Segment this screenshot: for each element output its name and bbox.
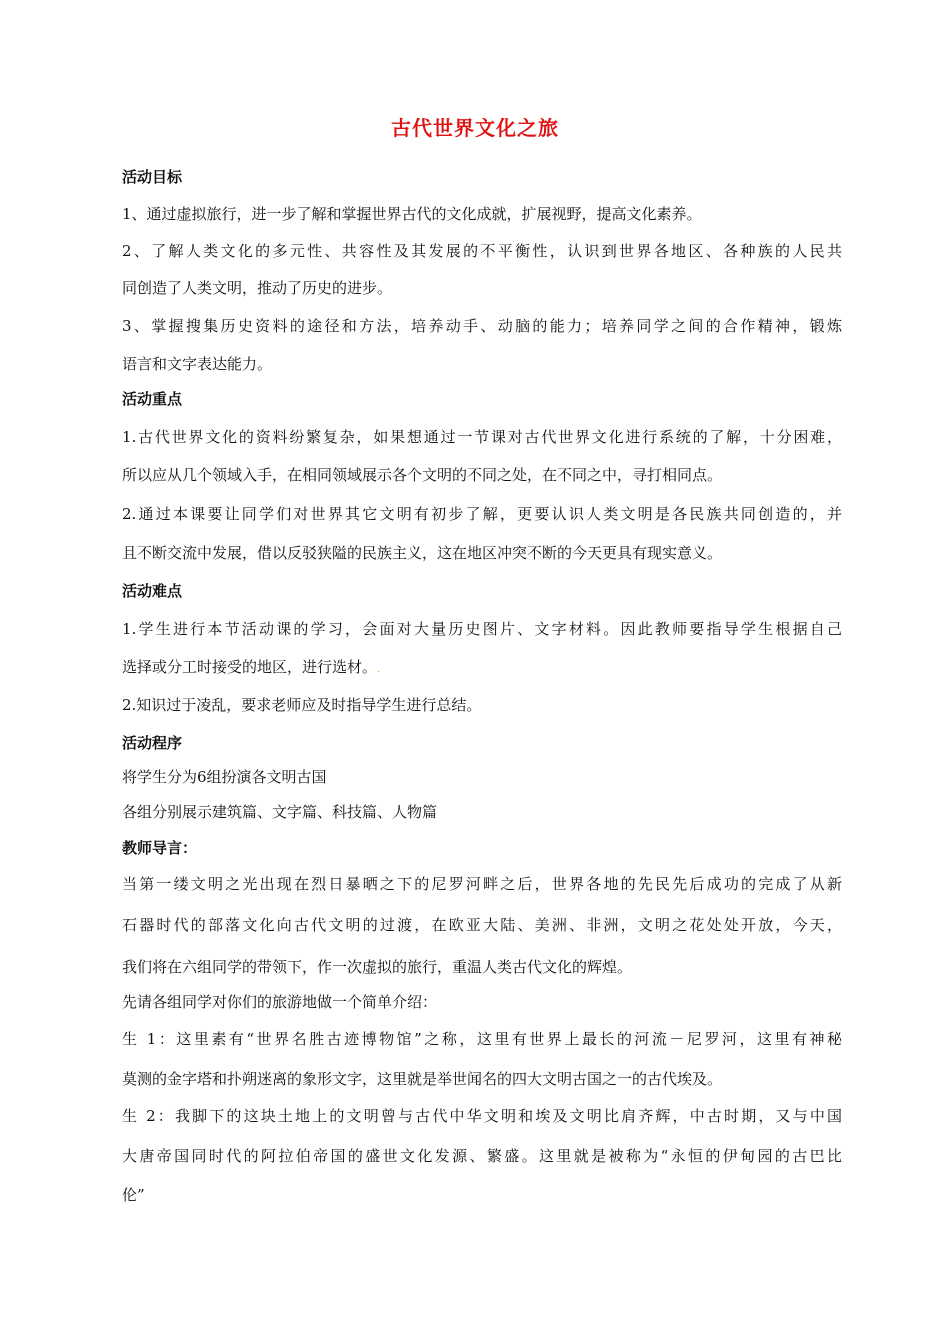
paragraph-line: 大唐帝国同时代的阿拉伯帝国的盛世文化发源、繁盛。这里就是被称为“永恒的伊甸园的古巴比 bbox=[122, 1147, 842, 1165]
section-heading-difficulties: 活动难点 bbox=[122, 582, 183, 600]
paragraph-line: 先请各组同学对你们的旅游地做一个简单介绍： bbox=[122, 993, 438, 1011]
paragraph-line: 3、掌握搜集历史资料的途径和方法，培养动手、动脑的能力；培养同学之间的合作精神，锻炼 bbox=[122, 317, 842, 335]
paragraph-line: 伦” bbox=[122, 1186, 145, 1204]
section-heading-key-points: 活动重点 bbox=[122, 390, 183, 408]
paragraph-line: 2、了解人类文化的多元性、共容性及其发展的不平衡性，认识到世界各地区、各种族的人民共 bbox=[122, 242, 842, 260]
paragraph-line: 1.古代世界文化的资料纷繁复杂，如果想通过一节课对古代世界文化进行系统的了解，十分困难， bbox=[122, 428, 842, 446]
section-heading-goals: 活动目标 bbox=[122, 168, 183, 186]
paragraph-line: 生 2：我脚下的这块土地上的文明曾与古代中华文明和埃及文明比肩齐辉，中古时期，又与中国 bbox=[122, 1107, 842, 1125]
paragraph-line bbox=[122, 656, 842, 677]
paragraph-text: 选择或分工时接受的地区，进行选材。 bbox=[122, 658, 378, 676]
paragraph-line: 2.知识过于凌乱，要求老师应及时指导学生进行总结。 bbox=[122, 696, 482, 714]
document-title: 古代世界文化之旅 bbox=[391, 116, 559, 140]
paragraph-line: 2.通过本课要让同学们对世界其它文明有初步了解，更要认识人类文明是各民族共同创造的，并 bbox=[122, 505, 842, 523]
paragraph-line: 各组分别展示建筑篇、文字篇、科技篇、人物篇 bbox=[122, 803, 438, 821]
paragraph-line: 且不断交流中发展，借以反驳狭隘的民族主义，这在地区冲突不断的今天更具有现实意义。 bbox=[122, 544, 723, 562]
paragraph-line: 将学生分为6组扮演各文明古国 bbox=[122, 768, 327, 786]
paragraph-line: 1.学生进行本节活动课的学习，会面对大量历史图片、文字材料。因此教师要指导学生根据自己 bbox=[122, 620, 842, 638]
paragraph-line: 我们将在六组同学的带领下，作一次虚拟的旅行，重温人类古代文化的辉煌。 bbox=[122, 958, 633, 976]
section-heading-procedure: 活动程序 bbox=[122, 734, 183, 752]
section-heading-intro: 教师导言： bbox=[122, 839, 198, 857]
paragraph-line: 1、通过虚拟旅行，进一步了解和掌握世界古代的文化成就，扩展视野，提高文化素养。 bbox=[122, 205, 702, 223]
paragraph-line: 当第一缕文明之光出现在烈日暴晒之下的尼罗河畔之后，世界各地的先民先后成功的完成了从新 bbox=[122, 875, 842, 893]
stray-mark: . bbox=[377, 664, 381, 675]
paragraph-line: 同创造了人类文明，推动了历史的进步。 bbox=[122, 279, 393, 297]
paragraph-line: 语言和文字表达能力。 bbox=[122, 355, 273, 373]
paragraph-line: 生 1：这里素有“世界名胜古迹博物馆”之称，这里有世界上最长的河流－尼罗河，这里有神秘 bbox=[122, 1030, 842, 1048]
paragraph-line: 石器时代的部落文化向古代文明的过渡，在欧亚大陆、美洲、非洲，文明之花处处开放，今天， bbox=[122, 916, 842, 934]
paragraph-line: 所以应从几个领域入手，在相同领域展示各个文明的不同之处，在不同之中，寻打相同点。 bbox=[122, 466, 723, 484]
paragraph-line: 莫测的金字塔和扑朔迷离的象形文字，这里就是举世闻名的四大文明古国之一的古代埃及。 bbox=[122, 1070, 723, 1088]
